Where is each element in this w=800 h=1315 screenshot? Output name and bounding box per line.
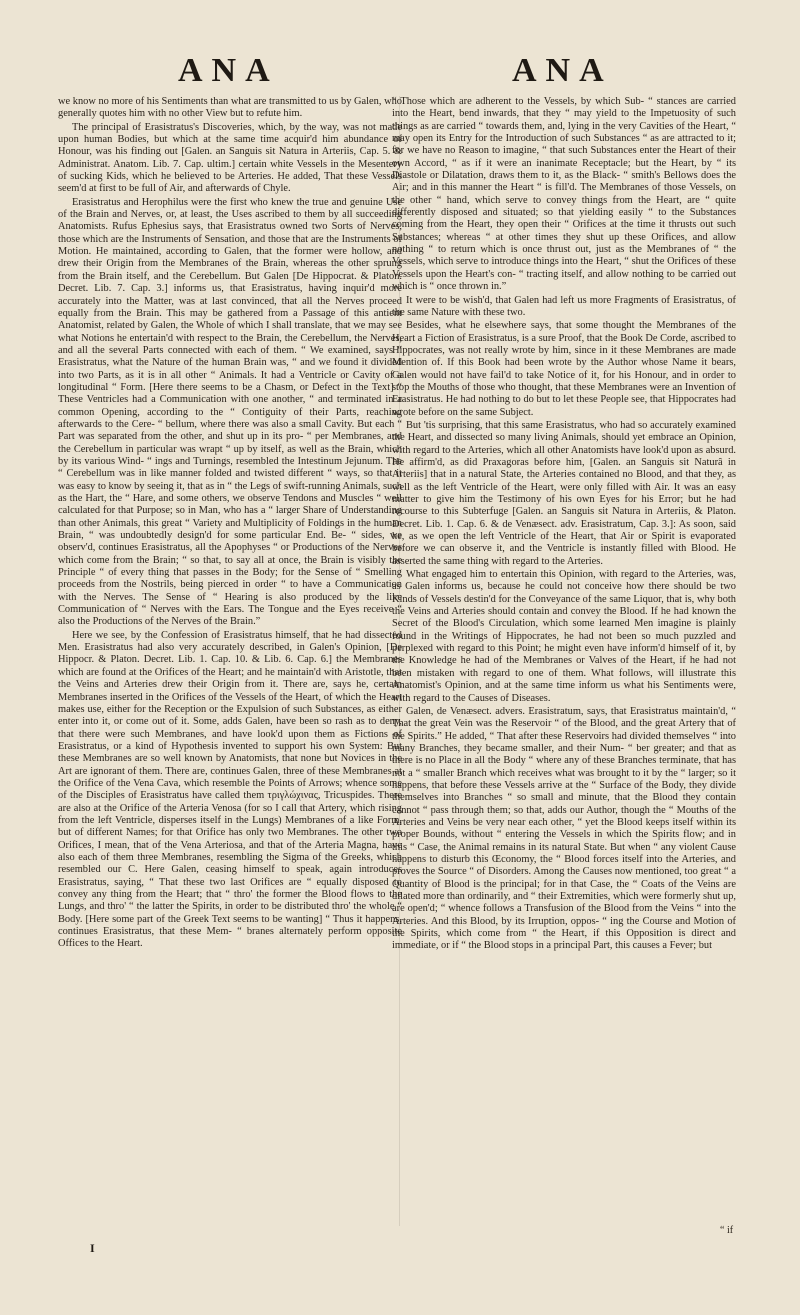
left-paragraph-4: Here we see, by the Confession of Erasistratus himself, that he had dissected Men. Erasistratus had also very accurately described, in Galen's Opinion, [De Hippocr. & Platon. Decret. Lib. 1. Cap. 10. & Lib. 6. Cap. 6.] the Membranes which are found at the Orifices of the Heart; and he maintain'd with Aristotle, that the Veins and Arteries drew their Origin from it. There are, says he, certain Membranes inserted in the Orifices of the Vessels of the Heart, of which the Heart makes use, either for the Reception or the Expulsion of such Substances, as either enter into it, or come out of it. Some, adds Galen, have been so rash as to deny, that there were such Membranes, and have look'd upon them as Fictions of Erasistratus, or a kind of Hypothesis invented to support his own System: But these Membranes are so well known by Anatomists, that none but Novices in the Art are ignorant of them. There are, continues Galen, three of these Membranes at the Orifice of the Vena Cava, which resemble the Points of Arrows; whence some of the Disciples of Erasistratus have called them τριγλώχινας, Tricuspides. There are also at the Orifice of the Arteria Venosa (for so I call that Artery, which rising from the left Ventricle, disperses itself in the Lungs) Membranes of a like Form, but of different Names; for that Orifice has only two Membranes. The other two Orifices, I mean, that of the Vena Arteriosa, and that of the Arteria Magna, have also each of them three Membranes, resembling the Sigma of the Greeks, which resembled our C. Here Galen, ceasing himself to speak, again introduces Erasistratus, saying, “ That these two last Orifices are “ equally disposed to convey any thing from the Heart; that “ thro' the former the Blood flows to the Lungs, and thro' “ the latter the Spirits, in order to be distributed thro' the whole “ Body. [Here some part of the Greek Text seems to be wanting] “ Thus it happens, continues Erasistratus, that these Mem- “ branes alternately perform opposite Offices to the Heart.: [58, 629, 402, 950]
right-paragraph-2: It were to be wish'd, that Galen had left us more Fragments of Erasistratus, of the same Nature with these two.: [392, 294, 736, 318]
right-column: [392, 96, 736, 1236]
left-paragraph-2: The principal of Erasistratus's Discoveries, which, by the way, was not made upon human Bodies, but which at the same time acquir'd him abundance of Honour, was his finding out [Galen. an Sanguis sit Natura in Arteriis, Cap. 5. & Administrat. Anatom. Lib. 7. Cap. ultim.] certain white Vessels in the Mesentery of sucking Kids, which he believed to be Arteries. He added, That these Vessels seem'd at first to be full of Air, and afterwards of Chyle.: [58, 121, 402, 195]
right-paragraph-6: Galen, de Venæsect. advers. Erasistratum, says, that Erasistratus maintain'd, “ That the great Vein was the Reservoir “ of the Blood, and the great Artery that of the Spirits.” He added, “ That after these Reservoirs had divided themselves “ into many Branches, they became smaller, and their Num- “ ber greater; and that as there is no Place in all the Body “ where any of these Branches terminate, that has not a “ smaller Branch which receives what was brought to it by the “ larger; so it happens, that before these Vessels arrive at the “ Surface of the Body, they divide themselves into Branches “ so small and minute, that the Blood they contain cannot “ pass through them; so that, adds our Author, though the “ Mouths of the Arteries and Veins be very near each other, “ yet the Blood keeps itself within its proper Bounds, without “ entering the Vessels in which the Spirits flow; and in this “ Case, the Animal remains in its natural State. But when “ any violent Cause happens to disturb this Œconomy, the “ Blood forces itself into the Arteries, and proves the Source “ of Disorders. Among the Causes now mentioned, too great “ a Quantity of Blood is the principal; for in that Case, the “ Coats of the Veins are dilated more than ordinarily, and “ their Extremities, which were formerly shut up, are open'd; “ whence follows a Transfusion of the Blood from the Veins “ into the Arteries. And this Blood, by its Irruption, oppos- “ ing the Course and Motion of the Spirits, which come from “ the Heart, if this Opposition is direct and immediate, or if “ the Blood stops in a principal Part, this causes a Fever; but: [392, 705, 736, 952]
running-head-right: ANA: [512, 52, 613, 89]
catchword: “ if: [720, 1225, 734, 1236]
running-header: [0, 52, 800, 92]
right-paragraph-4: But 'tis surprising, that this same Erasistratus, who had so accurately examined the Heart, and dissected so many living Animals, should yet embrace an Opinion, with regard to the Arteries, which all other Anatomists have look'd upon as absurd. He affirm'd, as did Praxagoras before him, [Galen. an Sanguis sit Naturâ in Arteriis] that in a natural State, the Arteries contained no Blood, and that they, as well as the left Ventricle of the Heart, were only filled with Air. It was an easy matter to give him the Testimony of his own Eyes for his Error; but he had recourse to this Subterfuge [Galen. an Sanguis sit Natura in Arteriis, & Platon. Decret. Lib. 1. Cap. 6. & de Venæsect. adv. Erasistratum, Cap. 3.]: As soon, said he, as we open the left Ventricle of the Heart, that Air or Spirit is evaporated before we can observe it, and the Ventricle is instantly filled with Blood. He asserted the same thing with regard to the Arteries.: [392, 419, 736, 567]
right-paragraph-3: Besides, what he elsewhere says, that some thought the Membranes of the Heart a Fiction of Erasistratus, is a sure Proof, that the Book De Corde, ascribed to Hippocrates, was not really wrote by him, since in it these Membranes are made Mention of. If this Book had been wrote by the Author whose Name it bears, Galen would not have fail'd to take Notice of it, for his Honour, and in order to stop the Mouths of those who thought, that these Membranes were an Invention of Erasistratus. He had nothing to do but to let these People see, that Hippocrates had wrote before on the same Subject.: [392, 320, 736, 418]
signature-mark: I: [90, 1241, 95, 1255]
right-paragraph-5: What engaged him to entertain this Opinion, with regard to the Arteries, was, as Galen informs us, because he could not conceive how there should be two Kinds of Vessels destin'd for the Conveyance of the same Liquor, that is, why both the Veins and Arteries should contain and convey the Blood. If he had known the Secret of the Blood's Circulation, which some learned Men imagine is plainly found in the Writings of Hippocrates, he had not been so much puzzled and perplexed with regard to this Point; he might even have inform'd himself of it, by the Knowledge he had of the Membranes or Valves of the Heart, if he had not been mistaken with regard to one of them. What follows, will illustrate this Anatomist's Opinion, and at the same time inform us what his Sentiments were, with regard to the Causes of Diseases.: [392, 569, 736, 704]
left-paragraph-1: we know no more of his Sentiments than what are transmitted to us by Galen, who generally quotes him with no other View but to refute him.: [58, 96, 402, 120]
running-head-left: ANA: [178, 52, 279, 89]
right-paragraph-1: “ Those which are adherent to the Vessels, by which Sub- “ stances are carried into the Heart, bend inwards, that they “ may yield to the Impetuosity of such things as are carried “ towards them, and, lying in the very Cavities of the Heart, “ may open its Entry for the Introduction of such Substances “ as are attracted to it; for we have no Reason to imagine, “ that such Substances enter the Heart of their own Accord, “ as if it were an inanimate Receptacle; but the Heart, by “ its Diastole or Dilatation, draws them to it, as the Black- “ smith's Bellows does the Air; and in this manner the Heart “ is fill'd. The Membranes of those Vessels, on the other “ hand, which serve to convey things from the Heart, are “ quite differently disposed and situated; so that yielding easily “ to the Substances coming from the Heart, they open their “ Orifices at the time it thrusts out such Substances; whereas “ at other times they shut up these Orifices, and allow nothing “ to return which is once thrust out, just as the Membranes of “ the Vessels, which serve to introduce things into the Heart, “ shut the Orifices of these Vessels upon the Heart's con- “ tracting itself, and allow nothing to be carried out which is “ once thrown in.”: [392, 96, 736, 293]
left-column: [58, 96, 402, 1236]
left-paragraph-3: Erasistratus and Herophilus were the first who knew the true and genuine Use of the Brain and Nerves, or, at least, the Uses ascribed to them by all succeeding Anatomists. Rufus Ephesius says, that Erasistratus owned two Sorts of Nerves, those which are the Instruments of Sensation, and those that are the Instruments of Motion. He maintained, according to Galen, that the former were hollow, and drew their Origin from the Membranes of the Brain, whereas the other sprung from the Brain itself, and the Cerebellum. But Galen [De Hippocrat. & Platon. Decret. Lib. 7. Cap. 3.] informs us, that Erasistratus, having inquir'd more accurately into the Matter, was at last convinced, that all the Nerves proceed equally from the Brain. This may be gathered from a Passage of this antient Anatomist, related by Galen, the Whole of which I shall translate, that we may see what Notions he entertain'd with respect to the Brain, the Cerebellum, the Nerves, and all the several Parts connected with each of them. “ We examined, says “ Erasistratus, what the Nature of the human Brain was, “ and we found it divided into two Parts, as it is in all other “ Animals. It had a Ventricle or Cavity of a longitudinal “ Form. [Here there seems to be a Chasm, or Defect in the Text] “ These Ventricles had a Communication with one another, “ and terminated in a common Opening, according to the “ Contiguity of their Parts, reaching afterwards to the Cere- “ bellum, where there was also a small Cavity. But each “ Part was separated from the other, and shut up in its pro- “ per Membranes, and the Cerebellum in particular was wrapt “ up by itself, as well as the Brain, which by its various Wind- “ ings and Turnings, resembled the Intestinum Jejunum. The “ Cerebellum was in like manner folded and twisted different “ ways, so that it was easy to know by seeing it, that as in “ the Legs of swift-running Animals, such as the Hart, the “ Hare, and some others, we observe Tendons and Muscles “ well calculated for that Purpose; so in Man, who has a “ larger Share of Understanding than other Animals, this great “ Variety and Multiplicity of Foldings in the human Brain, “ was undoubtedly design'd for some particular End. Be- “ sides, we observ'd, continues Erasistratus, all the Apophyses “ or Productions of the Nerves which come from the Brain; “ so that, to say all at once, the Brain is visibly the Principle “ of every thing that passes in the Body; for the Sense of “ Smelling proceeds from the Nostrils, being pierced in order “ to have a Communication with the Nerves. The Sense of “ Hearing is also produced by the like Communication of “ Nerves with the Ears. The Tongue and the Eyes receive “ also the Productions of the Nerves of the Brain.”: [58, 196, 402, 628]
